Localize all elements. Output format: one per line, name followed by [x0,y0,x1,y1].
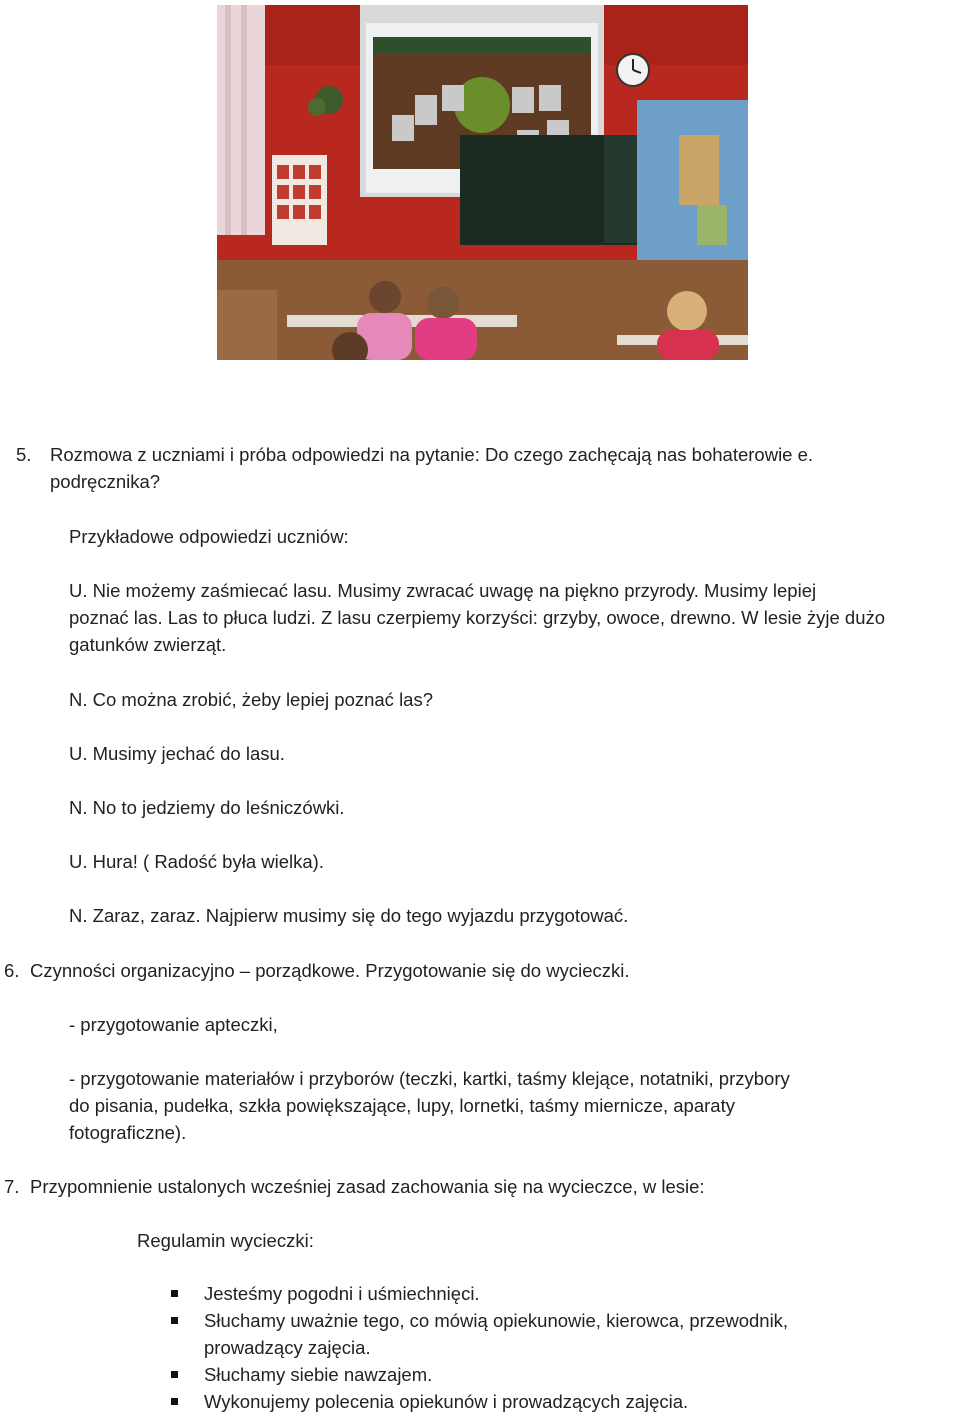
bullet-icon [171,1290,178,1297]
section7-number: 7. [4,1176,20,1197]
answer-line1: U. Nie możemy zaśmiecać lasu. Musimy zwracać uwagę na piękno przyrody. Musimy lepiej [69,580,817,601]
rule-item: Jesteśmy pogodni i uśmiechnięci. [204,1283,480,1304]
section6-number: 6. [4,960,20,981]
section6-item1: - przygotowanie apteczki, [69,1014,278,1035]
dialogue-line: U. Hura! ( Radość była wielka). [69,851,324,872]
section5-line2: podręcznika? [50,471,161,492]
rule-item: Słuchamy siebie nawzajem. [204,1364,433,1385]
dialogue-line: N. Co można zrobić, żeby lepiej poznać las? [69,689,434,710]
classroom-photo [217,5,748,360]
section6-item2-line1: - przygotowanie materiałów i przyborów (teczki, kartki, taśmy klejące, notatniki, przybory [69,1068,790,1089]
rule-item-continuation: prowadzący zajęcia. [204,1337,371,1358]
answer-line3: gatunków zwierząt. [69,634,227,655]
rule-item: Wykonujemy polecenia opiekunów i prowadzących zajęcia. [204,1391,689,1412]
rule-item: Słuchamy uważnie tego, co mówią opiekunowie, kierowca, przewodnik, [204,1310,789,1331]
bullet-icon [171,1398,178,1405]
dialogue-line: U. Musimy jechać do lasu. [69,743,285,764]
section5-number: 5. [16,444,32,465]
section7-title: Przypomnienie ustalonych wcześniej zasad zachowania się na wycieczce, w lesie: [30,1176,705,1197]
dialogue-line: N. No to jedziemy do leśniczówki. [69,797,345,818]
rules-heading: Regulamin wycieczki: [137,1230,314,1251]
section6-item2-line3: fotograficzne). [69,1122,187,1143]
answer-line2: poznać las. Las to płuca ludzi. Z lasu czerpiemy korzyści: grzyby, owoce, drewno. W lesie żyje dużo [69,607,886,628]
section5-line1: Rozmowa z uczniami i próba odpowiedzi na pytanie: Do czego zachęcają nas bohaterowie e. [50,444,814,465]
section6-title: Czynności organizacyjno – porządkowe. Przygotowanie się do wycieczki. [30,960,630,981]
bullet-icon [171,1371,178,1378]
section6-item2-line2: do pisania, pudełka, szkła powiększające, lupy, lornetki, taśmy miernicze, aparaty [69,1095,735,1116]
dialogue-line: N. Zaraz, zaraz. Najpierw musimy się do tego wyjazdu przygotować. [69,905,629,926]
examples-heading: Przykładowe odpowiedzi uczniów: [69,526,349,547]
bullet-icon [171,1317,178,1324]
